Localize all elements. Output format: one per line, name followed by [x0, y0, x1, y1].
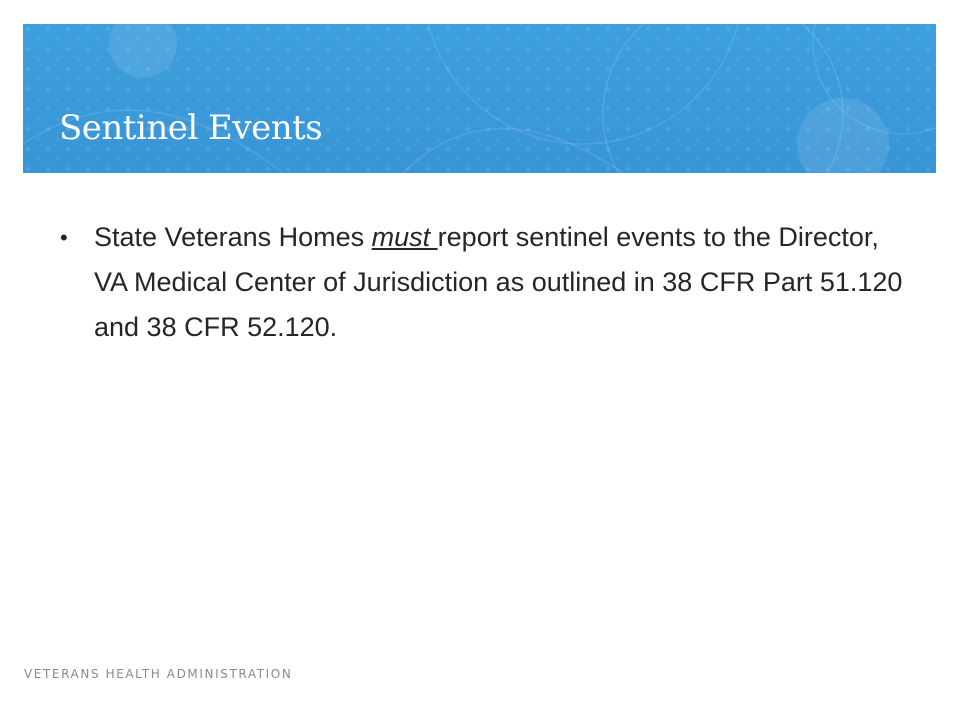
- title-banner: [23, 24, 936, 173]
- bullet-text: [94, 215, 910, 350]
- bullet-text-after: report sentinel events to the Director, VA Medical Center of Jurisdiction as outlined in 38 CFR Part 51.120 and 38 CFR 52.120.: [94, 222, 903, 342]
- bullet-item: [60, 215, 910, 350]
- slide-title: Sentinel Events: [59, 108, 323, 148]
- stars-pattern-decoration: [23, 24, 936, 173]
- content-area: [60, 215, 910, 350]
- bullet-emphasis: must: [371, 222, 438, 252]
- footer-organization: VETERANS HEALTH ADMINISTRATION: [24, 667, 293, 681]
- bullet-dot-icon: •: [60, 225, 68, 250]
- bullet-text-before: State Veterans Homes: [94, 222, 372, 252]
